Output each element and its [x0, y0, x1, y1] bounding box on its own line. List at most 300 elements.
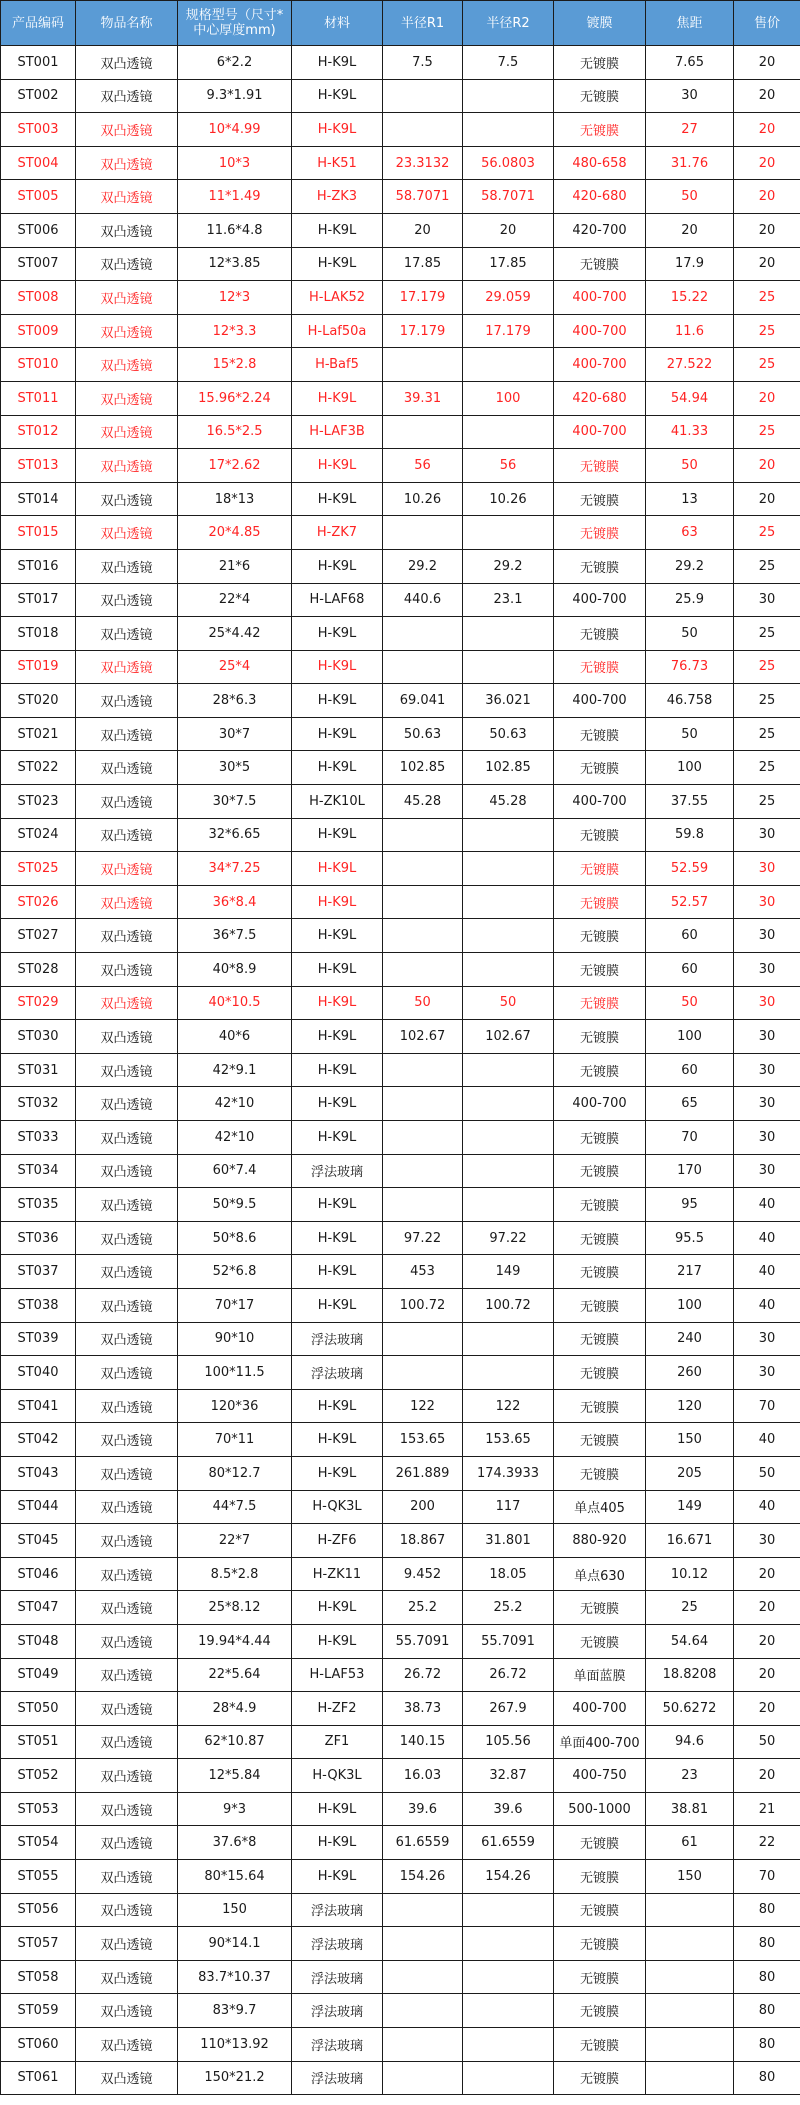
- cell-item-name: 双凸透镜: [76, 247, 178, 281]
- cell-material: H-Laf50a: [292, 314, 383, 348]
- cell-item-name: 双凸透镜: [76, 314, 178, 348]
- table-row: [1, 1860, 800, 1894]
- cell-spec: 62*10.87: [178, 1725, 292, 1759]
- cell-spec: 44*7.5: [178, 1490, 292, 1524]
- cell-spec: 30*5: [178, 751, 292, 785]
- cell-item-name: 双凸透镜: [76, 482, 178, 516]
- cell-focal-length: 150: [646, 1423, 734, 1457]
- cell-price: 30: [734, 1524, 800, 1558]
- cell-price: 40: [734, 1188, 800, 1222]
- cell-focal-length: 60: [646, 919, 734, 953]
- cell-product-code: ST054: [1, 1826, 76, 1860]
- cell-item-name: 双凸透镜: [76, 1524, 178, 1558]
- cell-focal-length: 13: [646, 482, 734, 516]
- cell-price: 40: [734, 1288, 800, 1322]
- table-row: [1, 348, 800, 382]
- cell-price: 25: [734, 415, 800, 449]
- cell-product-code: ST046: [1, 1557, 76, 1591]
- cell-price: 21: [734, 1792, 800, 1826]
- cell-product-code: ST056: [1, 1893, 76, 1927]
- cell-radius-r2: 32.87: [463, 1759, 554, 1793]
- cell-spec: 110*13.92: [178, 2028, 292, 2062]
- cell-material: H-K9L: [292, 717, 383, 751]
- cell-price: 20: [734, 180, 800, 214]
- cell-radius-r1: [383, 1053, 463, 1087]
- cell-spec: 30*7.5: [178, 785, 292, 819]
- cell-radius-r2: 39.6: [463, 1792, 554, 1826]
- cell-radius-r2: 149: [463, 1255, 554, 1289]
- header-row: [1, 1, 800, 46]
- cell-product-code: ST027: [1, 919, 76, 953]
- table-row: [1, 717, 800, 751]
- cell-coating: 无镀膜: [554, 482, 646, 516]
- cell-spec: 20*4.85: [178, 516, 292, 550]
- cell-spec: 25*4.42: [178, 617, 292, 651]
- cell-radius-r1: [383, 885, 463, 919]
- cell-spec: 40*10.5: [178, 986, 292, 1020]
- cell-spec: 12*3.3: [178, 314, 292, 348]
- cell-material: H-K9L: [292, 1423, 383, 1457]
- table-row: [1, 1725, 800, 1759]
- table-row: [1, 1759, 800, 1793]
- cell-product-code: ST012: [1, 415, 76, 449]
- cell-item-name: 双凸透镜: [76, 46, 178, 80]
- cell-price: 20: [734, 1692, 800, 1726]
- table-row: [1, 1557, 800, 1591]
- cell-product-code: ST036: [1, 1221, 76, 1255]
- cell-material: H-K9L: [292, 617, 383, 651]
- table-row: [1, 1188, 800, 1222]
- cell-material: 浮法玻璃: [292, 1356, 383, 1390]
- cell-spec: 17*2.62: [178, 449, 292, 483]
- cell-product-code: ST005: [1, 180, 76, 214]
- cell-focal-length: 50: [646, 717, 734, 751]
- cell-product-code: ST033: [1, 1121, 76, 1155]
- cell-radius-r2: 174.3933: [463, 1456, 554, 1490]
- cell-focal-length: 18.8208: [646, 1658, 734, 1692]
- cell-material: H-K9L: [292, 1188, 383, 1222]
- cell-price: 30: [734, 1020, 800, 1054]
- cell-focal-length: 60: [646, 1053, 734, 1087]
- cell-product-code: ST022: [1, 751, 76, 785]
- table-row: [1, 415, 800, 449]
- cell-focal-length: 38.81: [646, 1792, 734, 1826]
- cell-focal-length: 25: [646, 1591, 734, 1625]
- cell-price: 20: [734, 213, 800, 247]
- cell-coating: 无镀膜: [554, 1288, 646, 1322]
- cell-radius-r1: [383, 617, 463, 651]
- cell-focal-length: 50: [646, 617, 734, 651]
- cell-coating: 无镀膜: [554, 113, 646, 147]
- cell-coating: 无镀膜: [554, 1121, 646, 1155]
- cell-radius-r1: [383, 1087, 463, 1121]
- cell-focal-length: 30: [646, 79, 734, 113]
- cell-radius-r2: 117: [463, 1490, 554, 1524]
- cell-focal-length: 37.55: [646, 785, 734, 819]
- cell-item-name: 双凸透镜: [76, 348, 178, 382]
- cell-material: 浮法玻璃: [292, 2061, 383, 2095]
- table-row: [1, 46, 800, 80]
- cell-material: H-ZF2: [292, 1692, 383, 1726]
- cell-radius-r1: 10.26: [383, 482, 463, 516]
- cell-radius-r1: [383, 79, 463, 113]
- cell-product-code: ST047: [1, 1591, 76, 1625]
- table-row: [1, 1692, 800, 1726]
- header-radius-r1: 半径R1: [383, 1, 463, 46]
- cell-focal-length: 16.671: [646, 1524, 734, 1558]
- cell-spec: 10*3: [178, 146, 292, 180]
- cell-item-name: 双凸透镜: [76, 1557, 178, 1591]
- cell-product-code: ST025: [1, 852, 76, 886]
- cell-material: H-K9L: [292, 449, 383, 483]
- cell-radius-r1: 29.2: [383, 549, 463, 583]
- cell-radius-r2: [463, 1927, 554, 1961]
- cell-product-code: ST018: [1, 617, 76, 651]
- cell-focal-length: 7.65: [646, 46, 734, 80]
- cell-coating: 单点405: [554, 1490, 646, 1524]
- cell-focal-length: 217: [646, 1255, 734, 1289]
- cell-price: 25: [734, 785, 800, 819]
- cell-item-name: 双凸透镜: [76, 1591, 178, 1625]
- cell-item-name: 双凸透镜: [76, 1658, 178, 1692]
- cell-radius-r1: 154.26: [383, 1860, 463, 1894]
- cell-radius-r1: 69.041: [383, 684, 463, 718]
- cell-price: 40: [734, 1255, 800, 1289]
- cell-price: 25: [734, 281, 800, 315]
- cell-radius-r1: 7.5: [383, 46, 463, 80]
- cell-material: H-ZK3: [292, 180, 383, 214]
- cell-price: 30: [734, 1053, 800, 1087]
- cell-radius-r1: 153.65: [383, 1423, 463, 1457]
- cell-product-code: ST055: [1, 1860, 76, 1894]
- cell-product-code: ST049: [1, 1658, 76, 1692]
- table-row: [1, 1288, 800, 1322]
- cell-material: H-ZF6: [292, 1524, 383, 1558]
- cell-product-code: ST010: [1, 348, 76, 382]
- cell-spec: 42*9.1: [178, 1053, 292, 1087]
- cell-coating: 无镀膜: [554, 2028, 646, 2062]
- table-row: [1, 482, 800, 516]
- cell-radius-r2: [463, 516, 554, 550]
- cell-price: 25: [734, 348, 800, 382]
- cell-radius-r2: 29.2: [463, 549, 554, 583]
- cell-price: 25: [734, 617, 800, 651]
- cell-price: 70: [734, 1860, 800, 1894]
- cell-spec: 120*36: [178, 1389, 292, 1423]
- cell-radius-r2: 50: [463, 986, 554, 1020]
- table-row: [1, 919, 800, 953]
- table-row: [1, 1322, 800, 1356]
- table-row: [1, 818, 800, 852]
- cell-radius-r1: [383, 919, 463, 953]
- cell-radius-r1: 453: [383, 1255, 463, 1289]
- cell-radius-r1: 23.3132: [383, 146, 463, 180]
- header-spec: 规格型号（尺寸*中心厚度mm): [178, 1, 292, 46]
- table-body: [1, 46, 800, 2095]
- cell-radius-r2: [463, 919, 554, 953]
- cell-item-name: 双凸透镜: [76, 785, 178, 819]
- cell-price: 80: [734, 1994, 800, 2028]
- cell-price: 30: [734, 885, 800, 919]
- cell-focal-length: 149: [646, 1490, 734, 1524]
- cell-spec: 36*7.5: [178, 919, 292, 953]
- cell-radius-r1: [383, 1356, 463, 1390]
- cell-spec: 60*7.4: [178, 1154, 292, 1188]
- cell-radius-r2: 25.2: [463, 1591, 554, 1625]
- cell-spec: 10*4.99: [178, 113, 292, 147]
- cell-price: 30: [734, 953, 800, 987]
- cell-material: H-LAF3B: [292, 415, 383, 449]
- cell-focal-length: 70: [646, 1121, 734, 1155]
- cell-spec: 36*8.4: [178, 885, 292, 919]
- cell-product-code: ST013: [1, 449, 76, 483]
- cell-coating: 无镀膜: [554, 986, 646, 1020]
- cell-spec: 25*4: [178, 650, 292, 684]
- cell-material: H-K9L: [292, 79, 383, 113]
- cell-radius-r1: 16.03: [383, 1759, 463, 1793]
- cell-product-code: ST051: [1, 1725, 76, 1759]
- cell-radius-r1: 38.73: [383, 1692, 463, 1726]
- cell-coating: 无镀膜: [554, 516, 646, 550]
- table-row: [1, 1456, 800, 1490]
- cell-coating: 无镀膜: [554, 1994, 646, 2028]
- cell-price: 80: [734, 1960, 800, 1994]
- cell-spec: 11.6*4.8: [178, 213, 292, 247]
- cell-radius-r2: 102.85: [463, 751, 554, 785]
- cell-item-name: 双凸透镜: [76, 1725, 178, 1759]
- cell-material: H-K9L: [292, 1020, 383, 1054]
- cell-coating: 无镀膜: [554, 1322, 646, 1356]
- cell-radius-r1: 261.889: [383, 1456, 463, 1490]
- cell-focal-length: 50: [646, 449, 734, 483]
- cell-coating: 无镀膜: [554, 2061, 646, 2095]
- cell-focal-length: 76.73: [646, 650, 734, 684]
- cell-item-name: 双凸透镜: [76, 1288, 178, 1322]
- cell-material: H-K9L: [292, 650, 383, 684]
- cell-item-name: 双凸透镜: [76, 1624, 178, 1658]
- cell-spec: 19.94*4.44: [178, 1624, 292, 1658]
- cell-coating: 单面400-700: [554, 1725, 646, 1759]
- cell-spec: 30*7: [178, 717, 292, 751]
- cell-coating: 400-700: [554, 314, 646, 348]
- cell-spec: 15*2.8: [178, 348, 292, 382]
- cell-product-code: ST038: [1, 1288, 76, 1322]
- cell-coating: 无镀膜: [554, 885, 646, 919]
- table-row: [1, 1893, 800, 1927]
- cell-spec: 90*14.1: [178, 1927, 292, 1961]
- cell-material: H-K9L: [292, 113, 383, 147]
- cell-material: 浮法玻璃: [292, 1154, 383, 1188]
- cell-coating: 单面蓝膜: [554, 1658, 646, 1692]
- cell-radius-r2: 31.801: [463, 1524, 554, 1558]
- cell-coating: 无镀膜: [554, 247, 646, 281]
- cell-coating: 400-700: [554, 1692, 646, 1726]
- cell-product-code: ST020: [1, 684, 76, 718]
- cell-price: 40: [734, 1490, 800, 1524]
- cell-item-name: 双凸透镜: [76, 1121, 178, 1155]
- cell-coating: 无镀膜: [554, 1893, 646, 1927]
- cell-material: H-LAF53: [292, 1658, 383, 1692]
- cell-focal-length: 41.33: [646, 415, 734, 449]
- cell-price: 25: [734, 516, 800, 550]
- cell-price: 30: [734, 1121, 800, 1155]
- cell-spec: 37.6*8: [178, 1826, 292, 1860]
- cell-radius-r2: [463, 650, 554, 684]
- table-row: [1, 1624, 800, 1658]
- table-row: [1, 314, 800, 348]
- cell-item-name: 双凸透镜: [76, 717, 178, 751]
- cell-radius-r2: [463, 1087, 554, 1121]
- cell-material: H-QK3L: [292, 1759, 383, 1793]
- cell-item-name: 双凸透镜: [76, 2028, 178, 2062]
- cell-coating: 无镀膜: [554, 617, 646, 651]
- cell-product-code: ST058: [1, 1960, 76, 1994]
- cell-product-code: ST060: [1, 2028, 76, 2062]
- table-row: [1, 852, 800, 886]
- cell-radius-r1: 17.179: [383, 314, 463, 348]
- table-row: [1, 1792, 800, 1826]
- cell-focal-length: 61: [646, 1826, 734, 1860]
- cell-material: H-K9L: [292, 482, 383, 516]
- cell-price: 50: [734, 1725, 800, 1759]
- cell-radius-r2: [463, 617, 554, 651]
- cell-radius-r2: 29.059: [463, 281, 554, 315]
- cell-material: H-K9L: [292, 213, 383, 247]
- cell-radius-r1: 140.15: [383, 1725, 463, 1759]
- header-focal-length: 焦距: [646, 1, 734, 46]
- cell-item-name: 双凸透镜: [76, 1020, 178, 1054]
- cell-spec: 12*3.85: [178, 247, 292, 281]
- table-row: [1, 986, 800, 1020]
- table-row: [1, 751, 800, 785]
- cell-item-name: 双凸透镜: [76, 2061, 178, 2095]
- cell-coating: 400-700: [554, 583, 646, 617]
- cell-spec: 50*8.6: [178, 1221, 292, 1255]
- cell-radius-r2: [463, 818, 554, 852]
- cell-radius-r2: [463, 885, 554, 919]
- cell-coating: 无镀膜: [554, 1960, 646, 1994]
- cell-coating: 无镀膜: [554, 650, 646, 684]
- cell-material: H-K9L: [292, 953, 383, 987]
- cell-price: 22: [734, 1826, 800, 1860]
- cell-price: 20: [734, 247, 800, 281]
- cell-price: 70: [734, 1389, 800, 1423]
- cell-price: 25: [734, 717, 800, 751]
- cell-item-name: 双凸透镜: [76, 79, 178, 113]
- cell-radius-r1: 17.85: [383, 247, 463, 281]
- table-row: [1, 1927, 800, 1961]
- cell-product-code: ST037: [1, 1255, 76, 1289]
- cell-price: 80: [734, 2028, 800, 2062]
- cell-focal-length: 59.8: [646, 818, 734, 852]
- cell-price: 20: [734, 1624, 800, 1658]
- cell-focal-length: 20: [646, 213, 734, 247]
- cell-radius-r2: [463, 1356, 554, 1390]
- cell-focal-length: 240: [646, 1322, 734, 1356]
- cell-focal-length: [646, 2061, 734, 2095]
- cell-radius-r2: 102.67: [463, 1020, 554, 1054]
- cell-item-name: 双凸透镜: [76, 449, 178, 483]
- cell-radius-r1: 26.72: [383, 1658, 463, 1692]
- cell-item-name: 双凸透镜: [76, 1792, 178, 1826]
- cell-product-code: ST007: [1, 247, 76, 281]
- cell-material: H-K9L: [292, 1624, 383, 1658]
- cell-product-code: ST008: [1, 281, 76, 315]
- cell-spec: 83*9.7: [178, 1994, 292, 2028]
- cell-spec: 22*7: [178, 1524, 292, 1558]
- cell-radius-r1: [383, 113, 463, 147]
- cell-radius-r2: 55.7091: [463, 1624, 554, 1658]
- cell-spec: 100*11.5: [178, 1356, 292, 1390]
- cell-material: H-LAF68: [292, 583, 383, 617]
- cell-coating: 无镀膜: [554, 818, 646, 852]
- cell-focal-length: 27: [646, 113, 734, 147]
- cell-item-name: 双凸透镜: [76, 818, 178, 852]
- cell-radius-r2: 100.72: [463, 1288, 554, 1322]
- cell-item-name: 双凸透镜: [76, 146, 178, 180]
- cell-radius-r1: [383, 516, 463, 550]
- cell-coating: 无镀膜: [554, 1154, 646, 1188]
- cell-focal-length: [646, 2028, 734, 2062]
- cell-product-code: ST019: [1, 650, 76, 684]
- cell-item-name: 双凸透镜: [76, 281, 178, 315]
- cell-radius-r1: [383, 1322, 463, 1356]
- cell-coating: 400-700: [554, 1087, 646, 1121]
- cell-product-code: ST026: [1, 885, 76, 919]
- cell-material: H-QK3L: [292, 1490, 383, 1524]
- cell-radius-r2: [463, 1322, 554, 1356]
- cell-coating: 420-700: [554, 213, 646, 247]
- cell-material: H-K9L: [292, 1389, 383, 1423]
- header-item-name: 物品名称: [76, 1, 178, 46]
- cell-coating: 无镀膜: [554, 1020, 646, 1054]
- cell-radius-r2: [463, 953, 554, 987]
- cell-item-name: 双凸透镜: [76, 650, 178, 684]
- cell-focal-length: 54.94: [646, 381, 734, 415]
- cell-radius-r2: [463, 113, 554, 147]
- cell-focal-length: 170: [646, 1154, 734, 1188]
- cell-radius-r2: 50.63: [463, 717, 554, 751]
- cell-coating: 400-700: [554, 348, 646, 382]
- cell-spec: 34*7.25: [178, 852, 292, 886]
- cell-radius-r1: [383, 348, 463, 382]
- cell-item-name: 双凸透镜: [76, 1188, 178, 1222]
- cell-spec: 150: [178, 1893, 292, 1927]
- cell-spec: 9.3*1.91: [178, 79, 292, 113]
- cell-material: H-K9L: [292, 885, 383, 919]
- cell-coating: 400-700: [554, 415, 646, 449]
- cell-focal-length: 60: [646, 953, 734, 987]
- cell-product-code: ST002: [1, 79, 76, 113]
- table-row: [1, 180, 800, 214]
- cell-coating: 无镀膜: [554, 919, 646, 953]
- table-row: [1, 785, 800, 819]
- cell-price: 30: [734, 1087, 800, 1121]
- cell-radius-r1: [383, 415, 463, 449]
- cell-product-code: ST035: [1, 1188, 76, 1222]
- cell-spec: 12*5.84: [178, 1759, 292, 1793]
- cell-spec: 50*9.5: [178, 1188, 292, 1222]
- table-row: [1, 516, 800, 550]
- table-row: [1, 1221, 800, 1255]
- cell-price: 20: [734, 1658, 800, 1692]
- cell-product-code: ST040: [1, 1356, 76, 1390]
- cell-material: H-K9L: [292, 1792, 383, 1826]
- cell-item-name: 双凸透镜: [76, 113, 178, 147]
- cell-coating: 无镀膜: [554, 449, 646, 483]
- table-row: [1, 1524, 800, 1558]
- table-row: [1, 1658, 800, 1692]
